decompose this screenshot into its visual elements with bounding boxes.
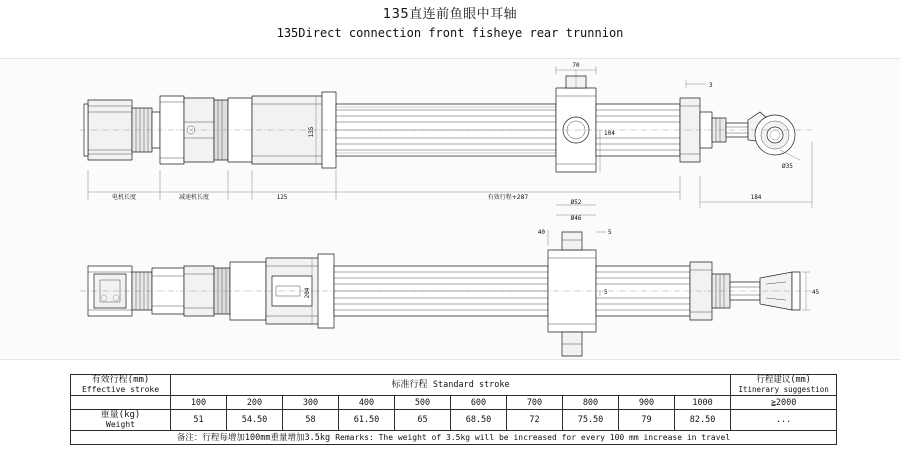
title-english: 135Direct connection front fisheye rear trunnion [276, 26, 624, 40]
cell-effective-stroke-label [71, 375, 171, 396]
cell-stroke-1000: 1000 [675, 396, 731, 410]
dim-text-204: 5 [604, 289, 608, 296]
dim-text-135-top: 135 [308, 126, 315, 138]
dim-3 [686, 80, 713, 89]
note-cn: 备注：行程每增加100mm重量增加3.5kg [176, 432, 331, 443]
label-effective-stroke-cn: 有效行程(mm) [91, 375, 150, 385]
table-row-group-header [71, 375, 837, 396]
spec-table-wrap [70, 374, 832, 445]
cell-suggestion-value-2: ... [731, 410, 837, 431]
cell-standard-stroke-title [171, 375, 731, 396]
cell-weight-600: 68.50 [451, 410, 507, 431]
cell-stroke-800: 800 [563, 396, 619, 410]
cell-stroke-900: 900 [619, 396, 675, 410]
dim-text-d46: Ø46 [570, 215, 582, 222]
dim-text-d52: Ø52 [570, 199, 582, 206]
spec-table [70, 374, 837, 445]
cell-weight-400: 61.50 [339, 410, 395, 431]
cell-weight-100: 51 [171, 410, 227, 431]
cell-stroke-600: 600 [451, 396, 507, 410]
cell-weight-700: 72 [507, 410, 563, 431]
top-view-assembly [80, 62, 812, 208]
dim-text-effective-stroke: 有效行程+287 [487, 194, 529, 201]
label-standard-stroke-en: Standard stroke [432, 380, 510, 390]
table-row-strokes [71, 396, 837, 410]
cell-stroke-400: 400 [339, 396, 395, 410]
label-standard-stroke-cn: 标准行程 [391, 380, 428, 390]
title-chinese: 135直连前鱼眼中耳轴 [382, 7, 518, 22]
cell-weight-1000: 82.50 [675, 410, 731, 431]
dim-text-motor-length: 电机长度 [111, 194, 137, 201]
cell-note [71, 431, 837, 445]
dim-text-104: 104 [604, 130, 615, 137]
dim-text-40: 40 [537, 229, 545, 236]
cell-weight-300: 58 [283, 410, 339, 431]
label-weight-en: Weight [106, 420, 135, 429]
dim-text-70: 70 [572, 62, 580, 69]
cell-stroke-100: 100 [171, 396, 227, 410]
dim-text-d35: Ø35 [782, 163, 793, 170]
dim-text-125: 125 [276, 194, 288, 201]
bottom-view-assembly [80, 232, 820, 356]
cell-weight-500: 65 [395, 410, 451, 431]
piston-rod-fisheye [726, 112, 795, 155]
cell-stroke-700: 700 [507, 396, 563, 410]
cell-stroke-200: 200 [227, 396, 283, 410]
label-effective-stroke-en: Effective stroke [81, 385, 160, 394]
trunnion-mount [556, 70, 596, 172]
label-itinerary-cn: 行程建议(mm) [756, 375, 811, 385]
dim-text-184: 184 [750, 194, 762, 201]
label-weight-cn: 重量(kg) [100, 410, 141, 420]
table-row-weights [71, 410, 837, 431]
table-row-note [71, 431, 837, 445]
dim-text-3: 3 [709, 82, 713, 89]
trunnion-plan [548, 232, 596, 356]
dim-text-5: 5 [608, 229, 612, 236]
label-itinerary-en: Itinerary suggestion [738, 385, 829, 394]
dim-text-135-plan: 204 [304, 287, 311, 299]
cell-suggestion-value: ≧2000 [731, 396, 837, 410]
cell-weight-200: 54.50 [227, 410, 283, 431]
dim-text-45: 45 [812, 289, 820, 296]
cell-stroke-500: 500 [395, 396, 451, 410]
cell-weight-label [71, 410, 171, 431]
cell-stroke-rowlabel-spacer [71, 396, 171, 410]
cell-weight-900: 79 [619, 410, 675, 431]
cell-itinerary-suggestion-label [731, 375, 837, 396]
cell-weight-800: 75.50 [563, 410, 619, 431]
note-en: Remarks: The weight of 3.5kg will be increased for every 100 mm increase in travel [335, 432, 731, 442]
dim-text-reducer-length: 减速机长度 [178, 194, 210, 201]
cell-stroke-300: 300 [283, 396, 339, 410]
